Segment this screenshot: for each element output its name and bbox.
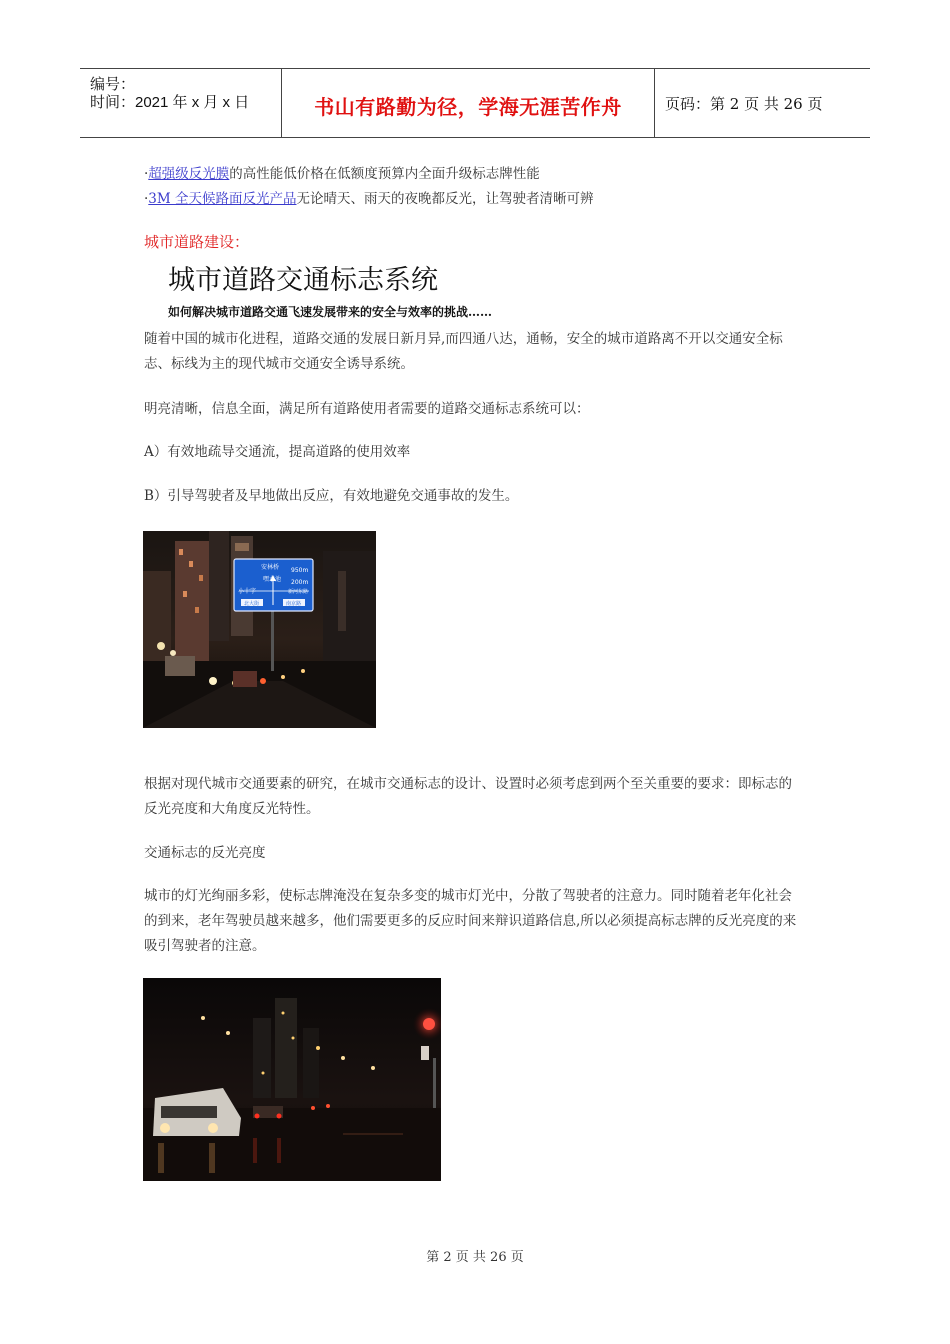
article-subtitle: 如何解决城市道路交通飞速发展带来的安全与效率的挑战…… — [168, 305, 493, 319]
document-time-label: 时间：2021 年 x 月 x 日 — [90, 94, 250, 111]
list-item-a: A）有效地疏导交通流，提高道路的使用效率 — [144, 444, 411, 460]
section-heading: 城市道路建设： — [144, 233, 250, 251]
road-reflective-products-link[interactable]: 3M 全天候路面反光产品 — [148, 191, 297, 207]
list-item-b: B）引导驾驶者及早地做出反应，有效地避免交通事故的发生。 — [144, 488, 519, 504]
bullet-prefix: · — [144, 166, 149, 182]
bullet-text: 无论晴天、雨天的夜晚都反光，让驾驶者清晰可辨 — [296, 191, 594, 207]
sign-distance-2: 200m — [291, 579, 309, 586]
paragraph-capabilities: 明亮清晰，信息全面，满足所有道路使用者需要的道路交通标志系统可以： — [144, 401, 590, 417]
bullet-text: 的高性能低价格在低额度预算内全面升级标志牌性能 — [229, 166, 540, 182]
sign-road-3: 新河东路 — [288, 589, 309, 595]
bullet-item — [144, 162, 540, 182]
header-page-cell — [655, 69, 869, 137]
document-number-label: 编号： — [90, 76, 136, 93]
page-footer: 第 2 页 共 26 页 — [426, 1250, 524, 1265]
paragraph-section-title: 交通标志的反光亮度 — [144, 845, 266, 861]
paragraph-requirements: 根据对现代城市交通要素的研究，在城市交通标志的设计、设置时必须考虑到两个至关重要的要求：即标志的反光亮度和大角度反光特性。 — [144, 776, 792, 817]
night-traffic-photo — [143, 978, 441, 1181]
header-motto-cell — [282, 69, 655, 137]
night-road-sign-photo-graphic — [143, 531, 376, 728]
header-meta — [80, 69, 282, 137]
sign-place-3: 小十字 — [238, 588, 257, 595]
night-road-sign-photo — [143, 531, 376, 728]
header-motto: 书山有路勤为径，学海无涯苦作舟 — [314, 95, 622, 119]
paragraph-brightness: 城市的灯光绚丽多彩，使标志牌淹没在复杂多变的城市灯光中，分散了驾驶者的注意力。同时随着老年化社会的到来，老年驾驶员越来越多，他们需要更多的反应时间来辩识道路信息,所以必须提高标志牌的反光亮度的来吸引驾驶者的注意。 — [144, 888, 797, 954]
paragraph-intro: 随着中国的城市化进程，道路交通的发展日新月异,而四通八达，通畅，安全的城市道路离不开以交通安全标志、标线为主的现代城市交通安全诱导系统。 — [144, 331, 783, 372]
sign-distance-1: 950m — [291, 567, 309, 574]
page-header — [80, 68, 870, 138]
bullet-item — [144, 187, 594, 207]
sign-place-1: 安林桥 — [261, 564, 280, 571]
sign-bottom-left: 北大街 — [244, 601, 260, 607]
sign-place-2: 嘿水池 — [263, 576, 282, 583]
bullet-prefix: · — [144, 191, 149, 207]
article-title: 城市道路交通标志系统 — [168, 265, 438, 296]
night-traffic-photo-graphic — [143, 978, 441, 1181]
header-page-number: 页码：第 2 页 共 26 页 — [665, 95, 823, 113]
reflective-film-link[interactable]: 超强级反光膜 — [148, 166, 230, 182]
sign-bottom-right: 南京路 — [286, 601, 302, 607]
